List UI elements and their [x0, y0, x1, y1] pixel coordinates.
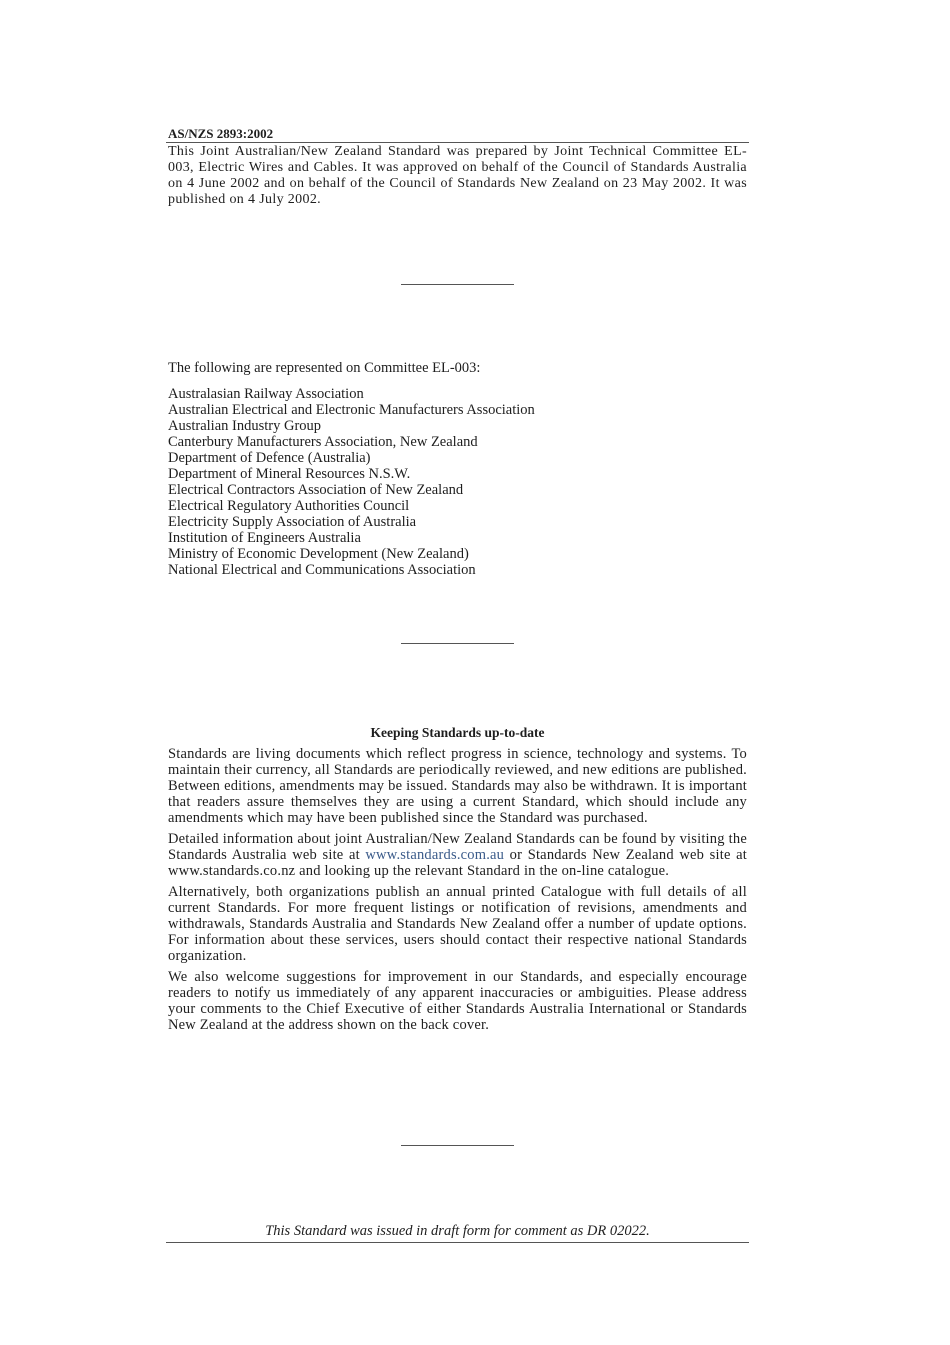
- committee-member: Department of Defence (Australia): [168, 450, 371, 466]
- section-title: Keeping Standards up-to-date: [370, 725, 545, 740]
- draft-note: This Standard was issued in draft form for comment as DR 02022.: [265, 1223, 650, 1239]
- committee-member: Australian Electrical and Electronic Manufacturers Association: [168, 402, 535, 418]
- committee-member: Canterbury Manufacturers Association, New Zealand: [168, 434, 478, 450]
- committee-member: National Electrical and Communications Association: [168, 562, 476, 578]
- committee-member-list: [168, 386, 747, 578]
- paragraph: Alternatively, both organizations publish an annual printed Catalogue with full details of all current Standards. For more frequent listings or notification of revisions, amendments and withdrawals, Standards Australia and Standards New Zealand offer a number of update options. For information about these services, users should contact their respective national Standards organization.: [168, 884, 747, 964]
- header-rule: [166, 142, 749, 143]
- committee-member: Department of Mineral Resources N.S.W.: [168, 466, 411, 482]
- paragraph: Standards are living documents which reflect progress in science, technology and systems. To maintain their currency, all Standards are periodically reviewed, and new editions are published. Between editions, amendments may be issued. Standards may also be withdrawn. It is important that readers assure themselves they are using a current Standard, which should include any amendments which may have been published since the Standard was purchased.: [168, 746, 747, 826]
- committee-member: Australasian Railway Association: [168, 386, 364, 402]
- footer-rule: [166, 1242, 749, 1243]
- preparation-paragraph: This Joint Australian/New Zealand Standard was prepared by Joint Technical Committee EL-003, Electric Wires and Cables. It was approved on behalf of the Council of Standards Australia on 4 June 2002 and on behalf of the Council of Standards New Zealand on 23 May 2002. It was published on 4 July 2002.: [168, 144, 747, 207]
- committee-member: Ministry of Economic Development (New Zealand): [168, 546, 469, 562]
- keeping-standards-section: [168, 746, 747, 1038]
- committee-member: Electrical Regulatory Authorities Council: [168, 498, 410, 514]
- committee-intro: The following are represented on Committee EL-003:: [168, 360, 481, 376]
- standard-id: AS/NZS 2893:2002: [168, 126, 274, 141]
- paragraph-text: or Standards New Zealand web site at www.standards.co.nz and looking up the relevant Standard in the on-line catalogue.: [168, 847, 747, 879]
- committee-member: Australian Industry Group: [168, 418, 322, 434]
- paragraph-text: Detailed information about joint Australian/New Zealand Standards can be found by visiting the Standards Australia web site at: [168, 831, 747, 863]
- paragraph: We also welcome suggestions for improvement in our Standards, and especially encourage readers to notify us immediately of any apparent inaccuracies or ambiguities. Please address your comments to the Chief Executive of either Standards Australia International or Standards New Zealand at the address shown on the back cover.: [168, 969, 747, 1033]
- separator-rule: [401, 284, 514, 285]
- separator-rule: [401, 643, 514, 644]
- committee-member: Institution of Engineers Australia: [168, 530, 361, 546]
- committee-member: Electricity Supply Association of Australia: [168, 514, 417, 530]
- standards-australia-link[interactable]: www.standards.com.au: [365, 847, 505, 863]
- committee-member: Electrical Contractors Association of New Zealand: [168, 482, 464, 498]
- separator-rule: [401, 1145, 514, 1146]
- paragraph: [168, 831, 747, 879]
